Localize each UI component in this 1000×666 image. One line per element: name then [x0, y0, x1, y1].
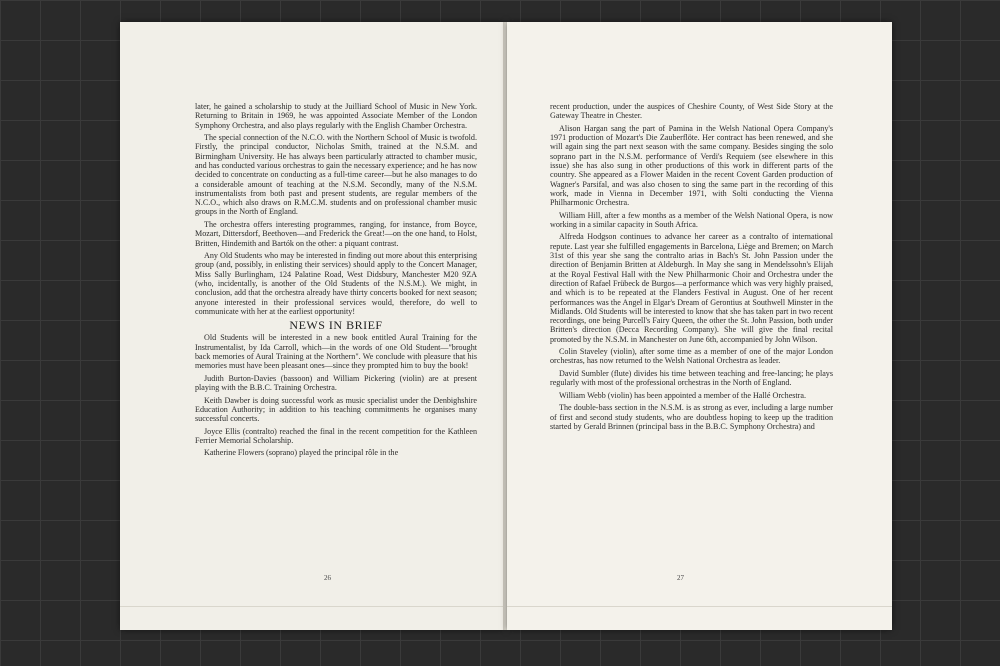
right-page-text-column: [550, 102, 833, 434]
paragraph: The orchestra offers interesting programmes, ranging, for instance, from Boyce, Mozart, Dittersdorf, Beethoven—and Frederick the Great!—on the one hand, to Holst, Britten, Hindemith and Bartók on the other: a piquant contrast.: [195, 219, 477, 248]
paragraph: The double-bass section in the N.S.M. is as strong as ever, including a large number of first and second study students, who are doubtless hoping to keep up the tradition started by Gerald Brinnen (principal bass in the B.B.C. Symphony Orchestra) and: [550, 403, 833, 431]
paragraph: William Webb (violin) has been appointed a member of the Hallé Orchestra.: [559, 390, 806, 400]
left-page-text-column: [195, 102, 477, 461]
news-item: Old Students will be interested in a new book entitled Aural Training for the Instrumentalist, by Ida Carroll, which—in the words of one Old Student—"brought back memories of Aural Training at the Northern". We conclude with pleasure that his memories must have been pleasant ones—since they prompted him to buy the book!: [195, 333, 477, 371]
section-heading: NEWS IN BRIEF: [289, 318, 383, 333]
paragraph: William Hill, after a few months as a member of the Welsh National Opera, is now working in a similar capacity in South Africa.: [550, 210, 833, 229]
paragraph: Any Old Students who may be interested in finding out more about this enterprising group (and, possibly, in enlisting their services) should apply to the Concert Manager, Miss Sally Burlingham, 124 Palatine Road, West Didsbury, Manchester M20 9ZA (who, incidentally, is another of the Old Students of the N.S.M.). We might, in conclusion, add that the orchestra already have thirty concerts booked for next season; anyone interested in their professional services would, therefore, do well to communicate with her at the earliest opportunity!: [195, 251, 477, 316]
news-item: Judith Burton-Davies (bassoon) and William Pickering (violin) are at present playing with the B.B.C. Training Orchestra.: [195, 373, 477, 393]
news-item: Katherine Flowers (soprano) played the principal rôle in the: [204, 448, 399, 458]
left-page: [120, 22, 505, 630]
paragraph: Alison Hargan sang the part of Pamina in the Welsh National Opera Company's 1971 production of Mozart's Die Zauberflöte. Her contract has been renewed, and she will again sing the part next season with the same company. Besides singing the solo soprano part in the N.S.M. performance of Verdi's Requiem (see elsewhere in this issue) she has also sung in other productions of this work in different parts of the country. She appeared as a Flower Maiden in the recent Covent Garden production of Wagner's Parsifal, and was also chosen to sing the same part in the recording of this work, made in Vienna in December 1971, with Solti conducting the Vienna Philharmonic Orchestra.: [550, 123, 833, 208]
paragraph: The special connection of the N.C.O. with the Northern School of Music is twofold. Firstly, the principal conductor, Nicholas Smith, trained at the N.S.M. and Birmingham University. He has always been particularly attracted to chamber music, and has conducted various orchestras to gain the necessary experience; and he has now decided to concentrate on conducting as a full-time career—but he also manages to do a considerable amount of teaching at the N.S.M. Secondly, many of the N.S.M. instrumentalists from both past and present students, are regular members of the N.C.O., which also draws on R.M.C.M. students and on professional chamber music groups in the North of England.: [195, 133, 477, 217]
paragraph: recent production, under the auspices of Cheshire County, of West Side Story at the Gateway Theatre in Chester.: [550, 102, 833, 121]
right-page: [507, 22, 892, 630]
paragraph: David Sumbler (flute) divides his time between teaching and free-lancing; he plays regularly with most of the professional orchestras in the North of England.: [550, 368, 833, 388]
page-number: 26: [324, 574, 331, 582]
fold-line: [120, 606, 505, 607]
news-item: Keith Dawber is doing successful work as music specialist under the Denbighshire Education Authority; in addition to his teaching commitments he organises many successful concerts.: [195, 395, 477, 424]
news-item: Joyce Ellis (contralto) reached the final in the recent competition for the Kathleen Ferrier Memorial Scholarship.: [195, 426, 477, 445]
fold-line: [507, 606, 892, 607]
page-number: 27: [677, 574, 684, 582]
paragraph: later, he gained a scholarship to study at the Juilliard School of Music in New York. Returning to Britain in 1969, he was appointed Associate Member of the London Symphony Orchestra, and also plays regularly with the English Chamber Orchestra.: [195, 102, 477, 130]
paragraph: Colin Staveley (violin), after some time as a member of one of the major London orchestras, has now returned to the Welsh National Orchestra as leader.: [550, 347, 833, 366]
paragraph: Alfreda Hodgson continues to advance her career as a contralto of international repute. Last year she fulfilled engagements in Barcelona, Liège and Bremen; on March 31st of this year she sang the contralto arias in Bach's St. John Passion under the direction of Benjamin Britten at Aldeburgh. In May she sang in Mendelssohn's Elijah at the Royal Festival Hall with the New Philharmonic Choir and Orchestra under the direction of Rafael Frübeck de Burgos—a performance which was very highly praised, and which is to be repeated at the Flanders Festival in August. One of her recent performances was the Angel in Elgar's Dream of Gerontius at Southwell Minster in the Midlands. Old Students will be interested to know that she has taken part in two recent recordings, one being Purcell's Fairy Queen, the other the St. John Passion, both under Britten's direction (Decca Recording Company). She will give the final recital promoted by the N.S.M. in Manchester on June 6th, accompanied by John Wilson.: [550, 232, 833, 344]
